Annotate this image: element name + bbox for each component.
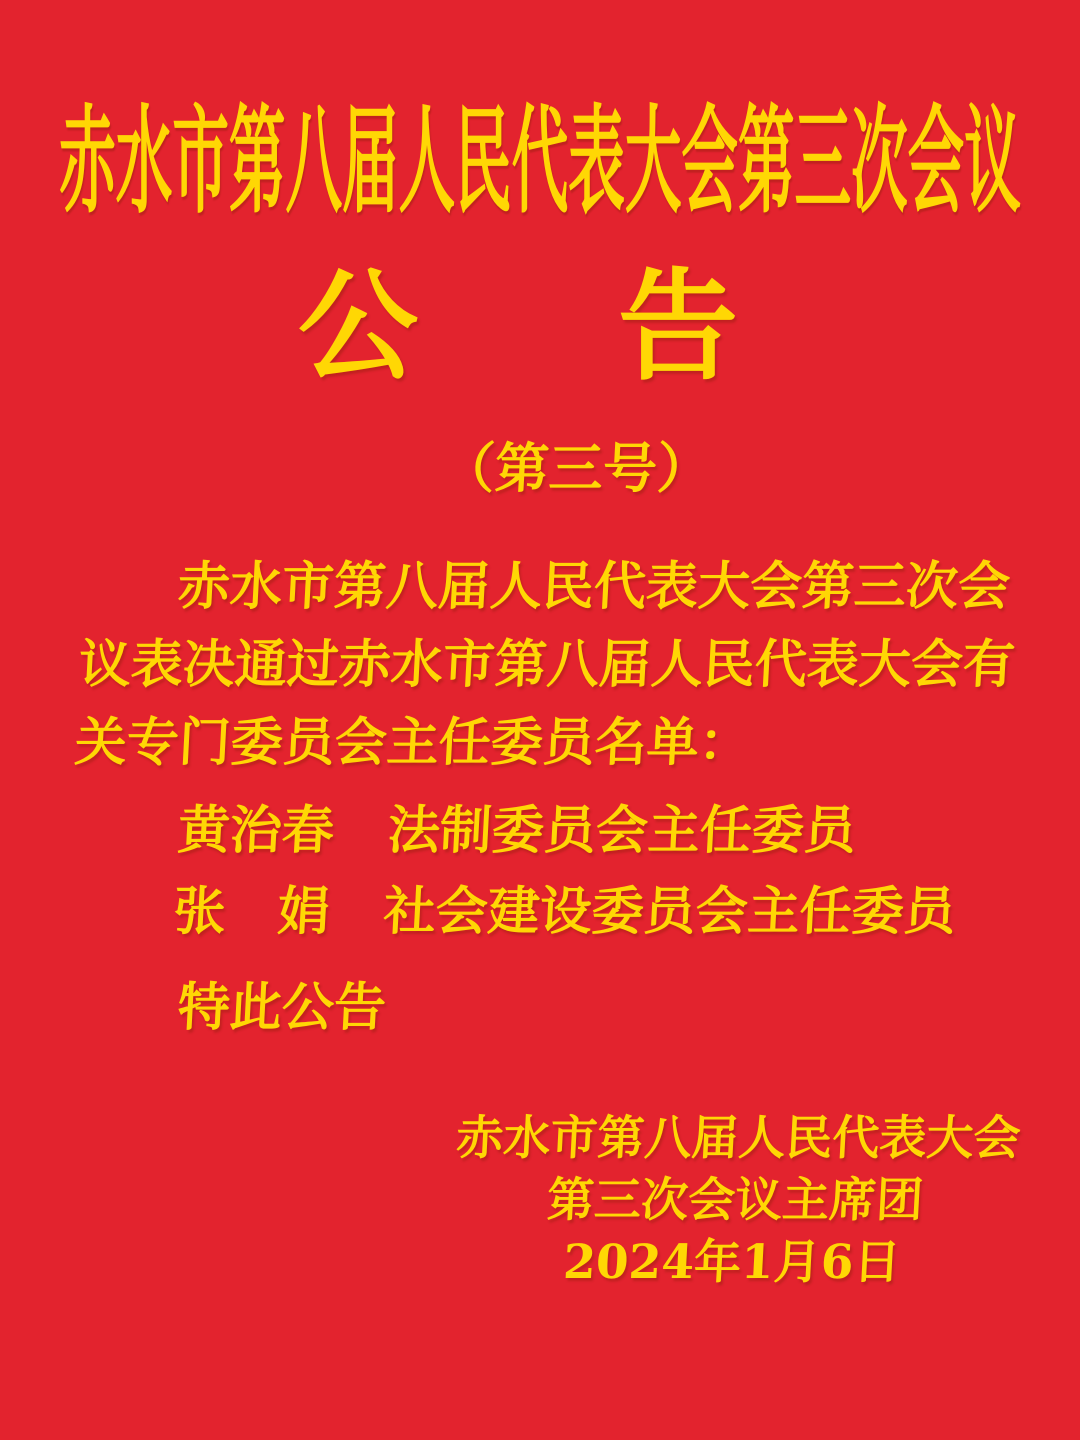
appointee-name-2: 张 娟 bbox=[172, 881, 332, 942]
body-paragraph bbox=[73, 548, 1025, 782]
signature-organization-line-1: 赤水市第八届人民代表大会 bbox=[454, 1111, 1022, 1166]
notice-heading-char-right: 告 bbox=[618, 256, 738, 397]
appointment-row-2 bbox=[77, 871, 1021, 952]
appointments-list bbox=[77, 790, 1025, 952]
appointee-name-1: 黄治春 bbox=[176, 800, 336, 861]
announcement-title-text: 赤水市第八届人民代表大会第三次会议 bbox=[59, 93, 1021, 230]
notice-heading bbox=[0, 252, 1058, 402]
signature-organization-line-2: 第三次会议主席团 bbox=[545, 1173, 925, 1228]
signature-block bbox=[390, 1108, 1080, 1294]
appointee-title-2: 社会建设委员会主任委员 bbox=[382, 881, 958, 942]
issue-number: （第三号） bbox=[439, 436, 713, 500]
body-line-1: 赤水市第八届人民代表大会第三次会 bbox=[176, 556, 1012, 617]
signature-date: 2024年1月6日 bbox=[561, 1235, 902, 1290]
appointee-title-1: 法制委员会主任委员 bbox=[386, 800, 858, 861]
announcement-title bbox=[0, 92, 1080, 232]
appointment-row-1 bbox=[81, 790, 1025, 871]
closing-text: 特此公告 bbox=[176, 977, 388, 1038]
body-line-2: 议表决通过赤水市第八届人民代表大会有 bbox=[77, 634, 1017, 695]
notice-heading-char-left: 公 bbox=[298, 256, 418, 397]
body-line-3: 关专门委员会主任委员名单： bbox=[73, 712, 753, 773]
